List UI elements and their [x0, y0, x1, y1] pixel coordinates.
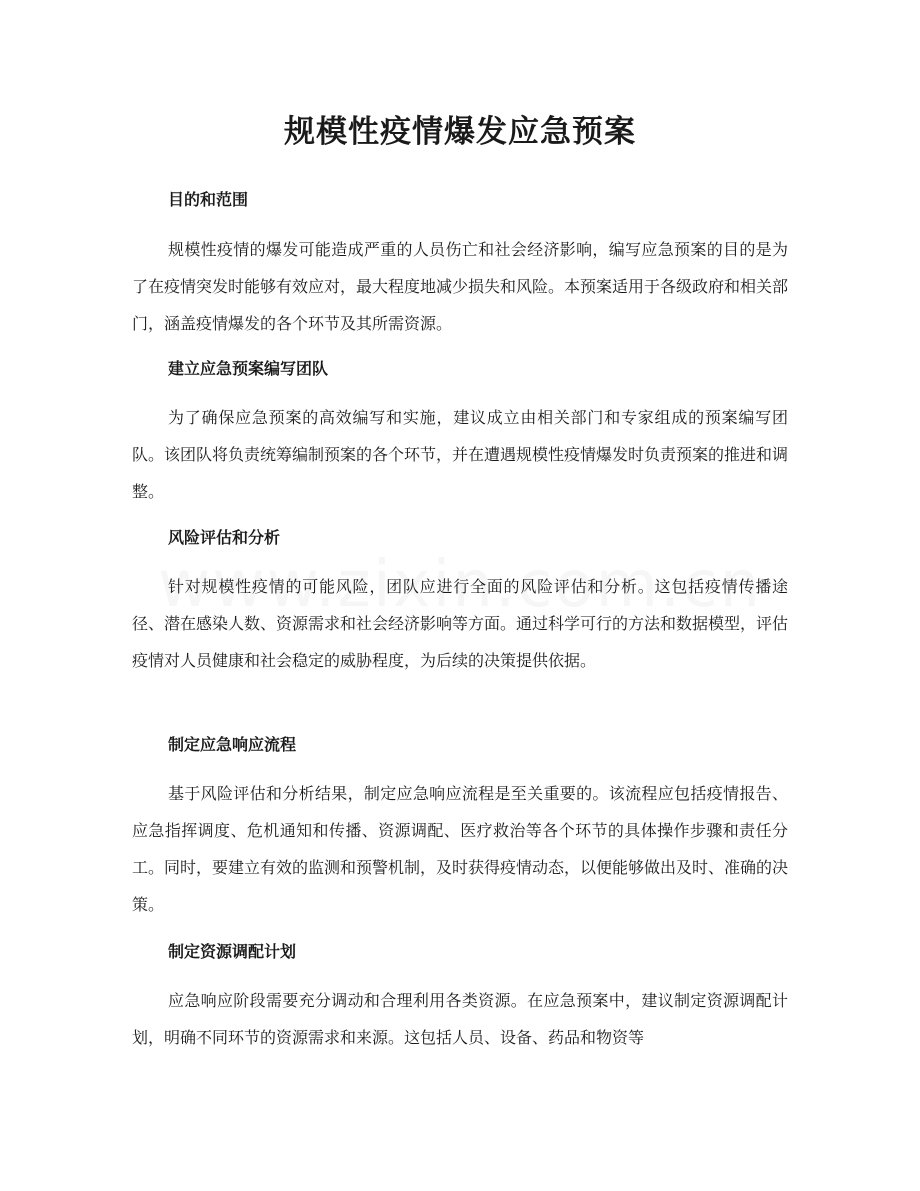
document-title: 规模性疫情爆发应急预案	[284, 114, 636, 150]
section-heading-team: 建立应急预案编写团队	[168, 359, 329, 378]
section-heading-resource-plan: 制定资源调配计划	[168, 942, 297, 961]
section-heading-purpose-scope: 目的和范围	[168, 190, 249, 209]
section-heading-risk-assessment: 风险评估和分析	[168, 528, 281, 547]
section-body-team: 为了确保应急预案的高效编写和实施，建议成立由相关部门和专家组成的预案编写团队。该团队将负责统筹编制预案的各个环节，并在遭遇规模性疫情爆发时负责预案的推进和调整。	[132, 408, 789, 501]
section-body-response-process: 基于风险评估和分析结果，制定应急响应流程是至关重要的。该流程应包括疫情报告、应急指挥调度、危机通知和传播、资源调配、医疗救治等各个环节的具体操作步骤和责任分工。同时，要建立有效的监测和预警机制，及时获得疫情动态，以便能够做出及时、准确的决策。	[132, 784, 789, 914]
section-body-resource-plan: 应急响应阶段需要充分调动和合理利用各类资源。在应急预案中，建议制定资源调配计划，明确不同环节的资源需求和来源。这包括人员、设备、药品和物资等	[132, 991, 788, 1047]
section-heading-response-process: 制定应急响应流程	[168, 735, 297, 754]
section-body-risk-assessment: 针对规模性疫情的可能风险，团队应进行全面的风险评估和分析。这包括疫情传播途径、潜在感染人数、资源需求和社会经济影响等方面。通过科学可行的方法和数据模型，评估疫情对人员健康和社会稳定的威胁程度，为后续的决策提供依据。	[132, 577, 789, 670]
section-body-purpose-scope: 规模性疫情的爆发可能造成严重的人员伤亡和社会经济影响，编写应急预案的目的是为了在疫情突发时能够有效应对，最大程度地减少损失和风险。本预案适用于各级政府和相关部门，涵盖疫情爆发的各个环节及其所需资源。	[132, 240, 789, 333]
